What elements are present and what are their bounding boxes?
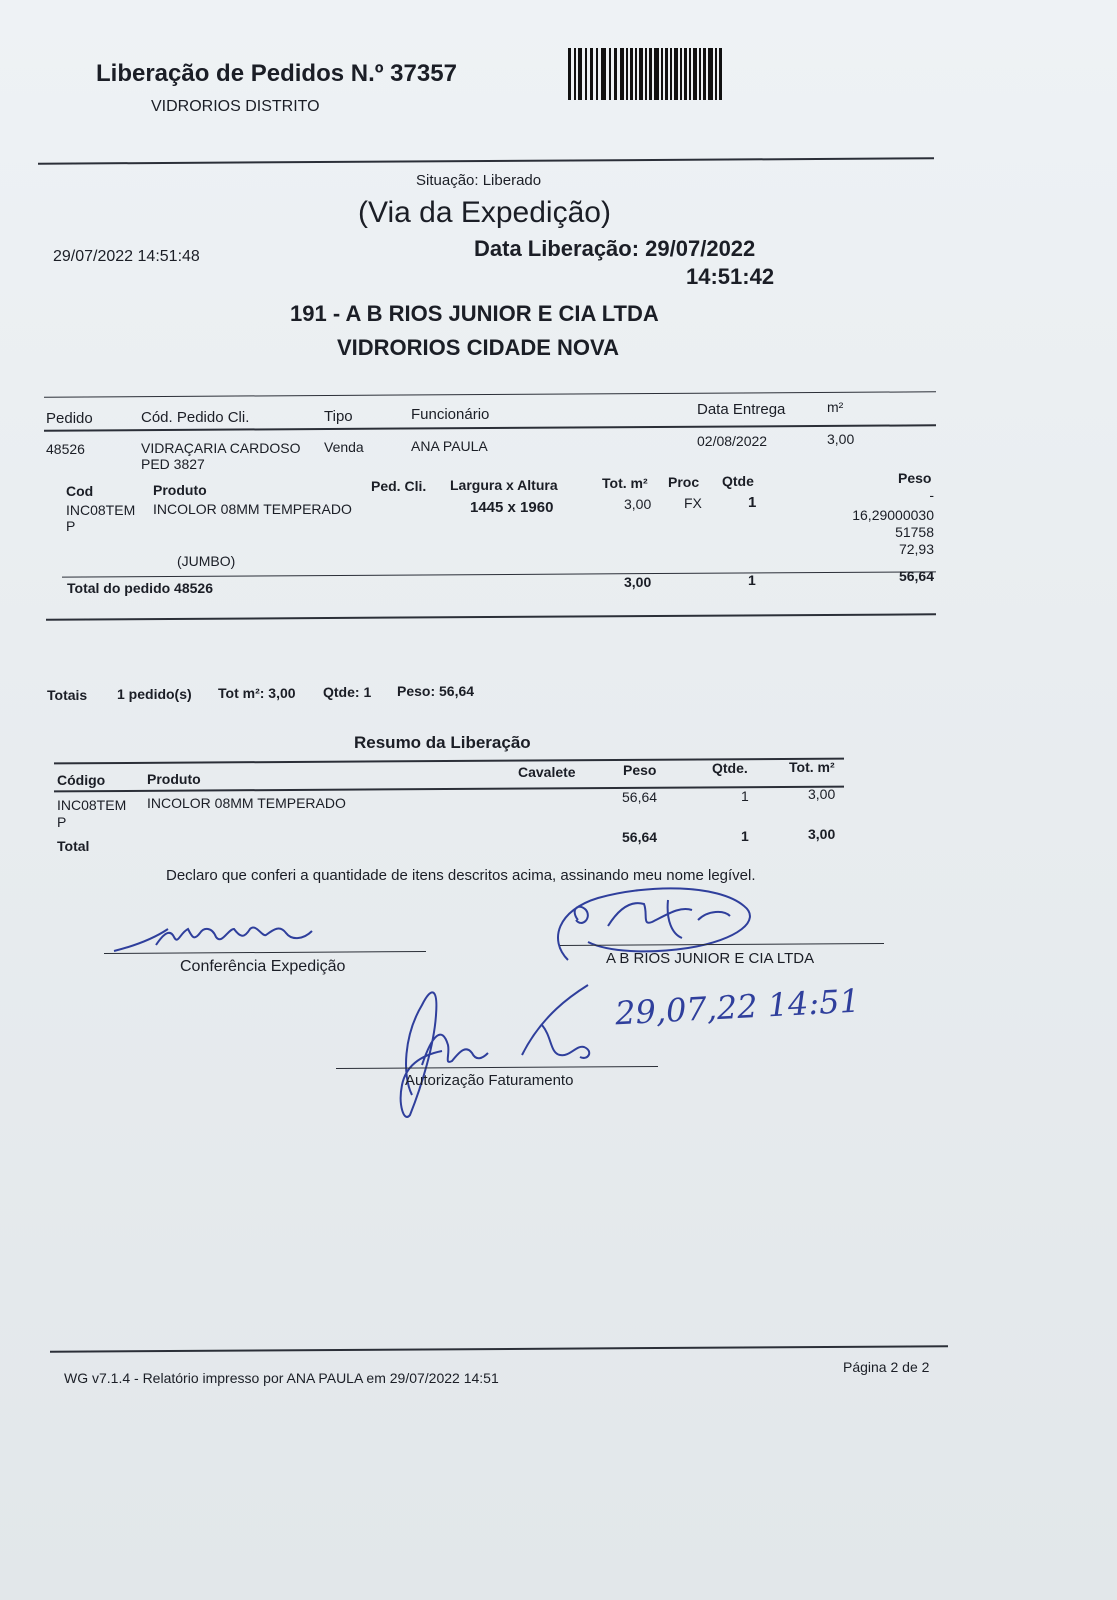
summary-col-tot-m2: Tot. m² [789, 759, 835, 775]
totals-qtde: Qtde: 1 [323, 684, 372, 700]
summary-qtde: 1 [741, 788, 749, 804]
order-total-m2: 3,00 [624, 574, 652, 590]
summary-col-produto: Produto [147, 771, 201, 787]
order-funcionario: ANA PAULA [411, 438, 488, 454]
conferencia-signature-icon [108, 915, 318, 957]
autorizacao-signature-icon [392, 975, 617, 1125]
order-total-rule [62, 571, 936, 577]
copy-label: (Via da Expedição) [358, 196, 611, 229]
client-signature-icon [548, 880, 768, 990]
summary-produto: INCOLOR 08MM TEMPERADO [147, 795, 346, 811]
order-data-entrega: 02/08/2022 [697, 433, 768, 449]
summary-col-qtde: Qtde. [712, 760, 748, 776]
client-store: VIDRORIOS CIDADE NOVA [337, 335, 619, 360]
order-m2: 3,00 [827, 431, 855, 447]
summary-codigo-2: P [57, 814, 67, 830]
order-bottom-rule [46, 613, 936, 620]
item-produto-extra: (JUMBO) [177, 553, 236, 569]
order-total-label: Total do pedido 48526 [67, 580, 213, 596]
col-pedido: Pedido [46, 410, 93, 427]
footer-printed-by: WG v7.1.4 - Relatório impresso por ANA PAULA em 29/07/2022 14:51 [64, 1370, 499, 1386]
order-total-qtde: 1 [748, 572, 756, 588]
client-name: 191 - A B RIOS JUNIOR E CIA LTDA [290, 301, 659, 326]
summary-total-peso: 56,64 [622, 829, 658, 845]
item-col-tot-m2: Tot. m² [602, 475, 648, 491]
totals-label: Totais [47, 687, 88, 703]
item-produto: INCOLOR 08MM TEMPERADO [153, 501, 352, 517]
item-peso-3: 51758 [895, 524, 934, 540]
item-cod-1: INC08TEM [66, 502, 136, 518]
item-proc: FX [684, 495, 702, 511]
printed-at: 29/07/2022 14:51:48 [53, 248, 200, 265]
summary-peso: 56,64 [622, 789, 658, 805]
summary-col-codigo: Código [57, 772, 106, 788]
col-m2: m² [827, 399, 844, 415]
col-cod-pedido-cli: Cód. Pedido Cli. [141, 409, 250, 426]
footer-rule [50, 1345, 948, 1352]
release-date: Data Liberação: 29/07/2022 [474, 236, 756, 261]
summary-total-tot-m2: 3,00 [808, 826, 836, 842]
totals-m2: Tot m²: 3,00 [218, 685, 296, 701]
footer-page: Página 2 de 2 [843, 1359, 930, 1375]
item-col-proc: Proc [668, 474, 700, 490]
release-time: 14:51:42 [686, 264, 775, 289]
item-dimensoes: 1445 x 1960 [470, 499, 554, 516]
summary-total-qtde: 1 [741, 828, 749, 844]
order-tipo: Venda [324, 439, 364, 455]
summary-col-peso: Peso [623, 762, 657, 778]
summary-tot-m2: 3,00 [808, 786, 836, 802]
col-funcionario: Funcionário [411, 406, 490, 423]
order-cod-cli-1: VIDRAÇARIA CARDOSO [141, 440, 301, 456]
autorizacao-label: Autorização Faturamento [405, 1072, 574, 1089]
item-col-produto: Produto [153, 482, 207, 498]
item-tot-m2: 3,00 [624, 496, 652, 512]
item-peso-4: 72,93 [898, 541, 934, 557]
item-col-peso: Peso [898, 470, 932, 486]
order-top-rule [44, 391, 936, 397]
item-qtde: 1 [748, 494, 757, 511]
handwritten-date: 29,07,22 14:51 [614, 981, 861, 1033]
item-peso-1: - [929, 487, 934, 503]
item-col-qtde: Qtde [722, 473, 754, 489]
summary-title: Resumo da Liberação [354, 733, 531, 752]
status-text: Situação: Liberado [416, 172, 542, 189]
client-signature-label: A B RIOS JUNIOR E CIA LTDA [606, 950, 815, 967]
order-cod-cli-2: PED 3827 [141, 456, 205, 472]
col-data-entrega: Data Entrega [697, 401, 786, 418]
totals-peso: Peso: 56,64 [397, 683, 475, 699]
company-name: VIDRORIOS DISTRITO [151, 98, 320, 115]
summary-codigo-1: INC08TEM [57, 797, 127, 813]
conferencia-label: Conferência Expedição [180, 958, 346, 975]
totals-pedidos: 1 pedido(s) [117, 686, 192, 702]
declaration-text: Declaro que conferi a quantidade de itens descritos acima, assinando meu nome legível. [166, 867, 756, 884]
item-peso-2: 16,29000030 [852, 507, 934, 523]
item-cod-2: P [66, 518, 76, 534]
header-divider [38, 157, 934, 164]
summary-total-label: Total [57, 838, 90, 854]
item-col-cod: Cod [66, 483, 94, 499]
barcode-icon [568, 48, 726, 100]
item-col-ped-cli: Ped. Cli. [371, 478, 427, 494]
order-total-peso: 56,64 [898, 568, 934, 584]
col-tipo: Tipo [324, 408, 353, 425]
item-col-largura-altura: Largura x Altura [450, 477, 558, 493]
order-pedido: 48526 [46, 441, 85, 457]
document-title: Liberação de Pedidos N.º 37357 [96, 60, 457, 87]
summary-col-cavalete: Cavalete [518, 764, 576, 780]
